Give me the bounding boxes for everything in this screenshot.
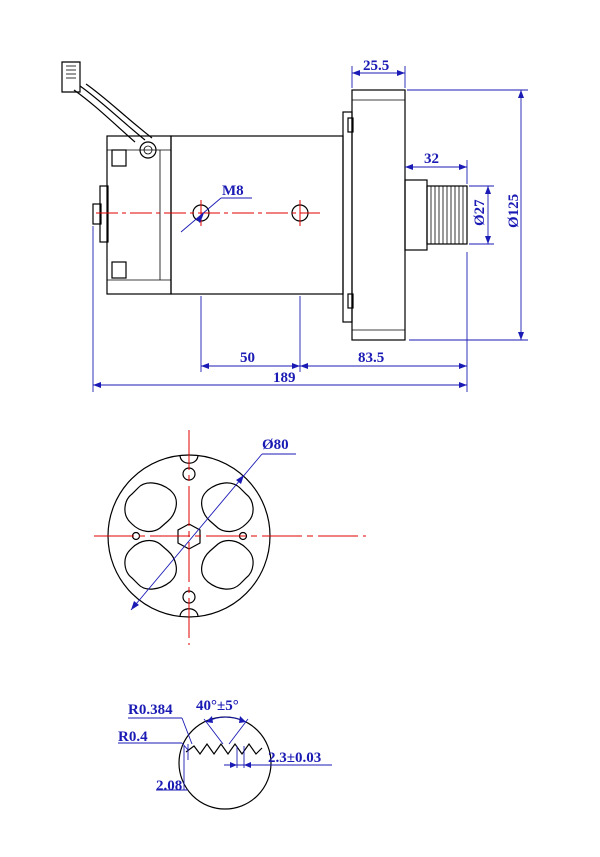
dim-root-radius — [118, 729, 188, 750]
dim-label-d27: Ø27 — [472, 199, 488, 226]
dim-label-32: 32 — [424, 151, 439, 167]
dim-label-r0-384: R0.384 — [128, 702, 173, 718]
dim-thread-m8 — [181, 183, 252, 232]
dim-flange-thickness — [352, 58, 405, 88]
motor-body — [171, 136, 343, 294]
end-view — [94, 430, 366, 645]
side-centerlines — [96, 200, 320, 226]
dim-pitch — [224, 746, 332, 768]
dim-label-189: 189 — [273, 370, 296, 386]
dim-label-angle: 40°±5° — [196, 698, 239, 714]
output-shaft — [405, 180, 467, 250]
rear-brush-block — [93, 136, 171, 294]
tooth-profile — [186, 744, 262, 754]
dim-tooth-depth — [156, 744, 188, 794]
side-view — [62, 58, 528, 392]
dim-label-d125: Ø125 — [506, 193, 522, 228]
cable-connector — [62, 62, 156, 158]
dim-bottom — [93, 226, 467, 392]
dim-label-50: 50 — [240, 350, 255, 366]
dim-label-m8: M8 — [222, 183, 244, 199]
dim-shaft-length — [405, 151, 467, 184]
dim-label-83-5: 83.5 — [358, 350, 385, 366]
gearbox-housing — [352, 90, 405, 340]
thread-lines — [431, 186, 463, 244]
dim-label-r0-4: R0.4 — [118, 729, 148, 745]
dim-label-d80: Ø80 — [262, 437, 289, 453]
dim-label-25-5: 25.5 — [363, 58, 390, 74]
tooth-detail — [118, 698, 332, 809]
dim-flank-angle — [196, 698, 248, 744]
dim-label-2-3: 2.3±0.03 — [268, 750, 322, 766]
dim-label-2-08: 2.08 — [156, 778, 183, 794]
dim-shaft-diameter — [469, 186, 494, 244]
end-centerlines — [94, 430, 366, 645]
